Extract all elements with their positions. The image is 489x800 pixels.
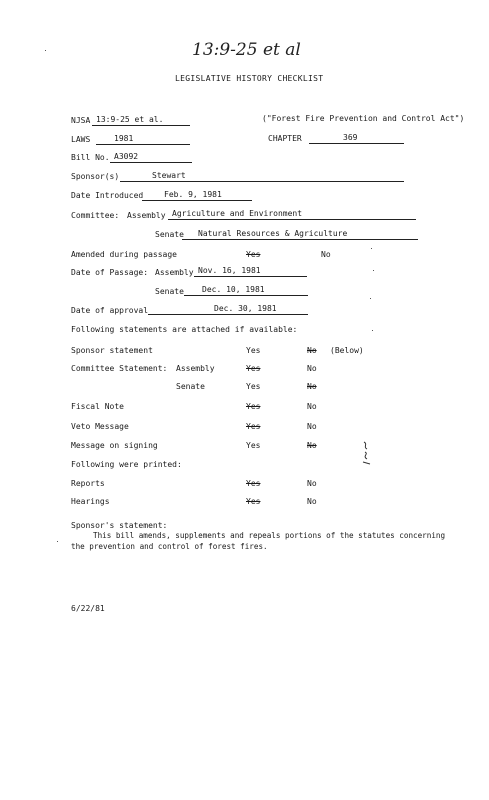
row-yes: Yes xyxy=(246,346,261,355)
row-no: No xyxy=(307,402,317,411)
statement-heading: Sponsor's statement: xyxy=(71,521,168,530)
bill-value: A3092 xyxy=(110,152,192,163)
row-no: No xyxy=(307,382,317,391)
act-name: ("Forest Fire Prevention and Control Act") xyxy=(262,114,465,123)
row-yes: Yes xyxy=(246,441,261,450)
row-label: Message on signing xyxy=(71,441,158,450)
committee-label: Committee: xyxy=(71,211,120,220)
statement-line-1: This bill amends, supplements and repeals portions of the statutes concerning xyxy=(93,531,446,540)
printed-row-yes: Yes xyxy=(246,497,261,506)
page-title: LEGISLATIVE HISTORY CHECKLIST xyxy=(175,74,324,83)
amended-label: Amended during passage xyxy=(71,250,177,259)
row-label: Fiscal Note xyxy=(71,402,124,411)
committee-assembly-value: Agriculture and Environment xyxy=(168,209,416,220)
passage-senate-value: Dec. 10, 1981 xyxy=(184,285,308,296)
printed-row-label: Reports xyxy=(71,479,105,488)
printed-row-label: Hearings xyxy=(71,497,110,506)
passage-assembly-value: Nov. 16, 1981 xyxy=(194,266,307,277)
date-of-passage-label: Date of Passage: xyxy=(71,268,149,277)
row-no: No xyxy=(307,422,317,431)
date-introduced-value: Feb. 9, 1981 xyxy=(142,190,252,201)
attached-heading: Following statements are attached if available: xyxy=(71,325,298,334)
row-sub: Senate xyxy=(176,382,205,391)
amended-no: No xyxy=(321,250,331,259)
laws-value: 1981 xyxy=(96,134,190,145)
footer-date: 6/22/81 xyxy=(71,604,105,613)
row-sub: Assembly xyxy=(176,364,215,373)
amended-yes: Yes xyxy=(246,250,261,259)
speckle xyxy=(57,541,58,542)
date-introduced-label: Date Introduced xyxy=(71,191,144,200)
printed-row-no: No xyxy=(307,497,317,506)
row-yes: Yes xyxy=(246,402,261,411)
njsa-value: 13:9-25 et al. xyxy=(92,115,190,126)
sponsor-label: Sponsor(s) xyxy=(71,172,120,181)
row-yes: Yes xyxy=(246,422,261,431)
njsa-label: NJSA xyxy=(71,116,91,125)
bill-label: Bill No. xyxy=(71,153,110,162)
chapter-value: 369 xyxy=(309,133,404,144)
printed-row-yes: Yes xyxy=(246,479,261,488)
chapter-label: CHAPTER xyxy=(268,134,302,143)
date-of-approval-value: Dec. 30, 1981 xyxy=(148,304,308,315)
row-no: No xyxy=(307,364,317,373)
passage-assembly-label: Assembly xyxy=(155,268,194,277)
printed-heading: Following were printed: xyxy=(71,460,182,469)
committee-senate-label: Senate xyxy=(155,230,184,239)
speckle xyxy=(371,248,372,249)
row-yes: Yes xyxy=(246,364,261,373)
handwritten-header: 13:9-25 et al xyxy=(192,40,301,60)
speckle xyxy=(373,270,374,271)
row-label: Sponsor statement xyxy=(71,346,153,355)
date-of-approval-label: Date of approval xyxy=(71,306,149,315)
row-note: (Below) xyxy=(330,346,364,355)
row-yes: Yes xyxy=(246,382,261,391)
speckle xyxy=(45,50,46,51)
statement-line-2: the prevention and control of forest fires. xyxy=(71,542,268,551)
speckle xyxy=(370,298,371,299)
committee-assembly-label: Assembly xyxy=(127,211,166,220)
row-no: No xyxy=(307,346,317,355)
sponsor-value: Stewart xyxy=(120,171,404,182)
row-no: No xyxy=(307,441,317,450)
row-label: Veto Message xyxy=(71,422,129,431)
printed-row-no: No xyxy=(307,479,317,488)
speckle xyxy=(372,330,373,331)
laws-label: LAWS xyxy=(71,135,91,144)
row-label: Committee Statement: xyxy=(71,364,168,373)
handwritten-mark xyxy=(360,440,374,466)
committee-senate-value: Natural Resources & Agriculture xyxy=(182,229,418,240)
passage-senate-label: Senate xyxy=(155,287,184,296)
